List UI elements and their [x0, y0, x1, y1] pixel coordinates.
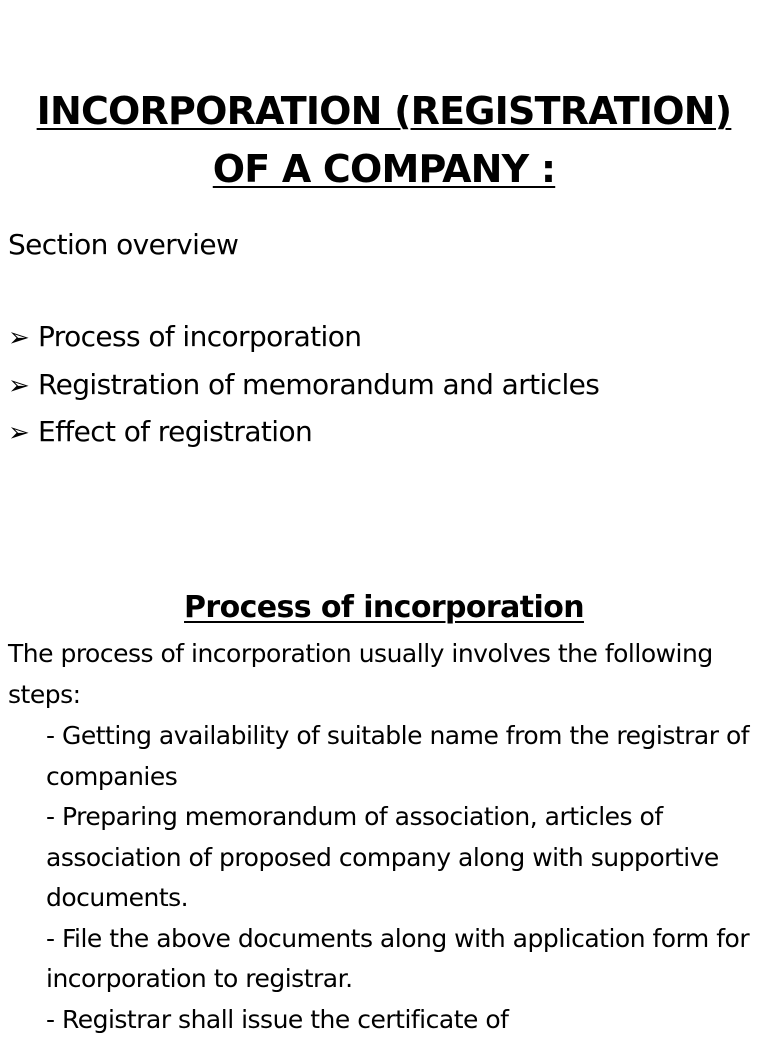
section-overview-label: Section overview [8, 222, 238, 268]
process-heading [0, 584, 768, 632]
overview-bullet-text: Process of incorporation [38, 314, 361, 361]
overview-bullet-item [8, 409, 599, 457]
process-step: - Getting availability of suitable name from the registrar of companies [46, 716, 764, 797]
arrow-bullet-icon: ➢ [8, 410, 38, 457]
overview-bullet-item [8, 362, 599, 410]
page-title-line-2: OF A COMPANY : [213, 140, 555, 198]
process-step: - Preparing memorandum of association, articles of association of proposed company along with supportive documents. [46, 797, 764, 919]
arrow-bullet-icon: ➢ [8, 363, 38, 410]
overview-bullet-list [8, 314, 599, 457]
process-step: - File the above documents along with application form for incorporation to registrar. [46, 919, 764, 1000]
arrow-bullet-icon: ➢ [8, 315, 38, 362]
process-step: - Registrar shall issue the certificate of [46, 1000, 764, 1040]
process-intro-paragraph: The process of incorporation usually involves the following steps: [8, 634, 748, 715]
process-heading-text: Process of incorporation [184, 584, 584, 632]
overview-bullet-text: Registration of memorandum and articles [38, 362, 599, 409]
overview-bullet-text: Effect of registration [38, 409, 312, 456]
page-title [0, 82, 768, 198]
page-title-line-1: INCORPORATION (REGISTRATION) [37, 82, 732, 140]
overview-bullet-item [8, 314, 599, 362]
process-steps-list [46, 716, 764, 1040]
